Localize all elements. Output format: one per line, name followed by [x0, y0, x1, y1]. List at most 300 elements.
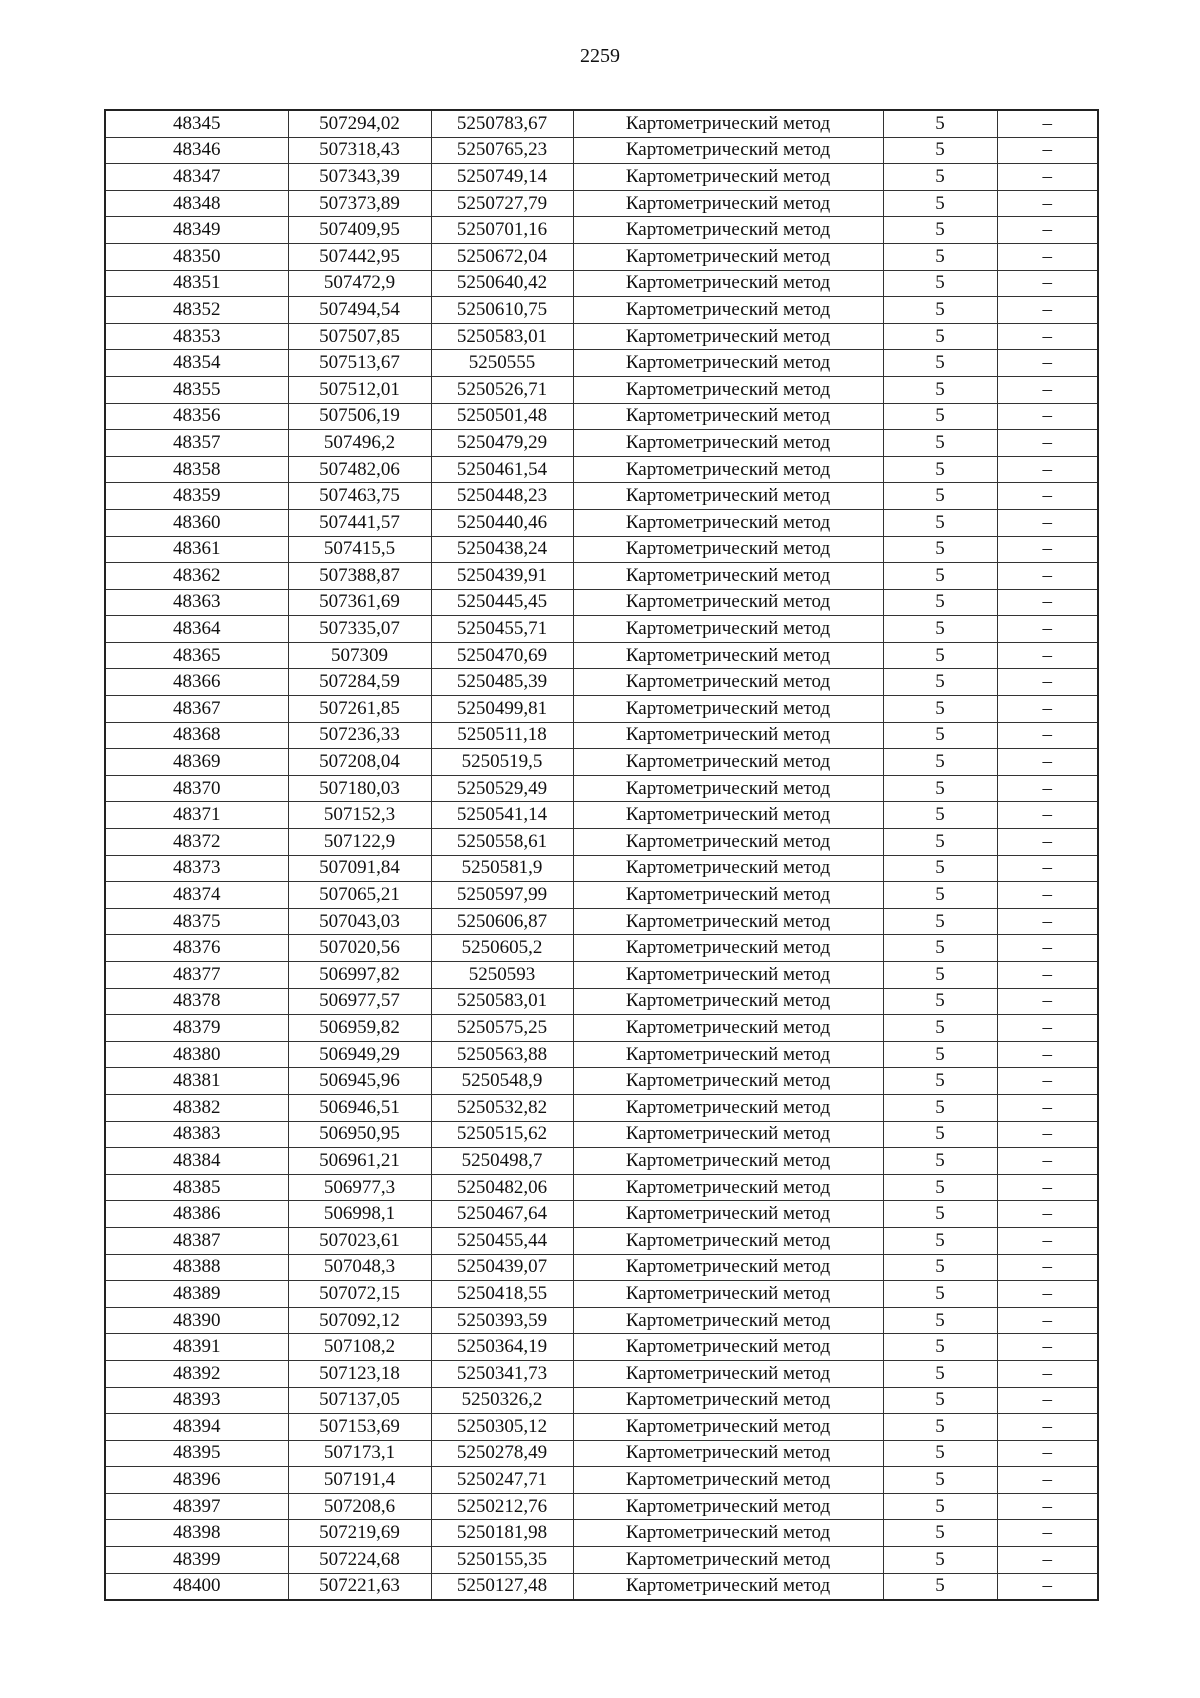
- table-row: [105, 137, 1098, 164]
- description-cell: –: [997, 1174, 1098, 1201]
- method-cell: Картометрический метод: [573, 1467, 883, 1494]
- accuracy-cell: 5: [883, 563, 997, 590]
- point-number-cell: 48399: [105, 1547, 288, 1574]
- description-cell: –: [997, 988, 1098, 1015]
- point-number-cell: 48385: [105, 1174, 288, 1201]
- table-row: [105, 563, 1098, 590]
- accuracy-cell: 5: [883, 669, 997, 696]
- x-coordinate-cell: 507442,95: [288, 243, 431, 270]
- accuracy-cell: 5: [883, 509, 997, 536]
- accuracy-cell: 5: [883, 1467, 997, 1494]
- y-coordinate-cell: 5250541,14: [431, 802, 573, 829]
- description-cell: –: [997, 1121, 1098, 1148]
- accuracy-cell: 5: [883, 1015, 997, 1042]
- y-coordinate-cell: 5250583,01: [431, 323, 573, 350]
- method-cell: Картометрический метод: [573, 1015, 883, 1042]
- accuracy-cell: 5: [883, 616, 997, 643]
- x-coordinate-cell: 507122,9: [288, 829, 431, 856]
- table-row: [105, 642, 1098, 669]
- table-row: [105, 829, 1098, 856]
- x-coordinate-cell: 507343,39: [288, 164, 431, 191]
- x-coordinate-cell: 507123,18: [288, 1360, 431, 1387]
- description-cell: –: [997, 882, 1098, 909]
- description-cell: –: [997, 430, 1098, 457]
- y-coordinate-cell: 5250640,42: [431, 270, 573, 297]
- accuracy-cell: 5: [883, 243, 997, 270]
- accuracy-cell: 5: [883, 1440, 997, 1467]
- method-cell: Картометрический метод: [573, 802, 883, 829]
- description-cell: –: [997, 1414, 1098, 1441]
- point-number-cell: 48388: [105, 1254, 288, 1281]
- y-coordinate-cell: 5250326,2: [431, 1387, 573, 1414]
- description-cell: –: [997, 1148, 1098, 1175]
- description-cell: –: [997, 563, 1098, 590]
- x-coordinate-cell: 507065,21: [288, 882, 431, 909]
- point-number-cell: 48377: [105, 962, 288, 989]
- accuracy-cell: 5: [883, 1254, 997, 1281]
- method-cell: Картометрический метод: [573, 1547, 883, 1574]
- point-number-cell: 48347: [105, 164, 288, 191]
- point-number-cell: 48357: [105, 430, 288, 457]
- table-row: [105, 1041, 1098, 1068]
- table-row: [105, 403, 1098, 430]
- x-coordinate-cell: 507092,12: [288, 1307, 431, 1334]
- y-coordinate-cell: 5250439,91: [431, 563, 573, 590]
- description-cell: –: [997, 1467, 1098, 1494]
- y-coordinate-cell: 5250701,16: [431, 217, 573, 244]
- description-cell: –: [997, 1573, 1098, 1600]
- description-cell: –: [997, 350, 1098, 377]
- page-number: 2259: [580, 45, 620, 67]
- x-coordinate-cell: 507463,75: [288, 483, 431, 510]
- description-cell: –: [997, 217, 1098, 244]
- accuracy-cell: 5: [883, 1334, 997, 1361]
- description-cell: –: [997, 855, 1098, 882]
- table-row: [105, 297, 1098, 324]
- description-cell: –: [997, 190, 1098, 217]
- y-coordinate-cell: 5250127,48: [431, 1573, 573, 1600]
- description-cell: –: [997, 1360, 1098, 1387]
- x-coordinate-cell: 507507,85: [288, 323, 431, 350]
- table-row: [105, 589, 1098, 616]
- description-cell: –: [997, 483, 1098, 510]
- method-cell: Картометрический метод: [573, 1360, 883, 1387]
- point-number-cell: 48356: [105, 403, 288, 430]
- table-row: [105, 217, 1098, 244]
- accuracy-cell: 5: [883, 882, 997, 909]
- point-number-cell: 48354: [105, 350, 288, 377]
- y-coordinate-cell: 5250501,48: [431, 403, 573, 430]
- table-row: [105, 696, 1098, 723]
- x-coordinate-cell: 507191,4: [288, 1467, 431, 1494]
- y-coordinate-cell: 5250448,23: [431, 483, 573, 510]
- table-row: [105, 749, 1098, 776]
- method-cell: Картометрический метод: [573, 829, 883, 856]
- table-row: [105, 1068, 1098, 1095]
- description-cell: –: [997, 775, 1098, 802]
- description-cell: –: [997, 696, 1098, 723]
- x-coordinate-cell: 507224,68: [288, 1547, 431, 1574]
- method-cell: Картометрический метод: [573, 1121, 883, 1148]
- point-number-cell: 48353: [105, 323, 288, 350]
- method-cell: Картометрический метод: [573, 137, 883, 164]
- y-coordinate-cell: 5250247,71: [431, 1467, 573, 1494]
- point-number-cell: 48382: [105, 1094, 288, 1121]
- description-cell: –: [997, 616, 1098, 643]
- method-cell: Картометрический метод: [573, 669, 883, 696]
- coordinates-table-body: [105, 110, 1098, 1600]
- accuracy-cell: 5: [883, 1520, 997, 1547]
- point-number-cell: 48365: [105, 642, 288, 669]
- table-row: [105, 908, 1098, 935]
- description-cell: –: [997, 164, 1098, 191]
- x-coordinate-cell: 507043,03: [288, 908, 431, 935]
- point-number-cell: 48346: [105, 137, 288, 164]
- x-coordinate-cell: 507388,87: [288, 563, 431, 590]
- point-number-cell: 48383: [105, 1121, 288, 1148]
- table-row: [105, 1573, 1098, 1600]
- x-coordinate-cell: 507494,54: [288, 297, 431, 324]
- x-coordinate-cell: 506998,1: [288, 1201, 431, 1228]
- point-number-cell: 48374: [105, 882, 288, 909]
- y-coordinate-cell: 5250519,5: [431, 749, 573, 776]
- method-cell: Картометрический метод: [573, 1094, 883, 1121]
- description-cell: –: [997, 722, 1098, 749]
- description-cell: –: [997, 589, 1098, 616]
- point-number-cell: 48386: [105, 1201, 288, 1228]
- x-coordinate-cell: 507506,19: [288, 403, 431, 430]
- description-cell: –: [997, 323, 1098, 350]
- accuracy-cell: 5: [883, 589, 997, 616]
- y-coordinate-cell: 5250605,2: [431, 935, 573, 962]
- table-row: [105, 1227, 1098, 1254]
- y-coordinate-cell: 5250155,35: [431, 1547, 573, 1574]
- method-cell: Картометрический метод: [573, 696, 883, 723]
- accuracy-cell: 5: [883, 376, 997, 403]
- point-number-cell: 48400: [105, 1573, 288, 1600]
- x-coordinate-cell: 506977,57: [288, 988, 431, 1015]
- method-cell: Картометрический метод: [573, 855, 883, 882]
- y-coordinate-cell: 5250212,76: [431, 1493, 573, 1520]
- y-coordinate-cell: 5250548,9: [431, 1068, 573, 1095]
- table-row: [105, 164, 1098, 191]
- description-cell: –: [997, 137, 1098, 164]
- accuracy-cell: 5: [883, 164, 997, 191]
- y-coordinate-cell: 5250438,24: [431, 536, 573, 563]
- point-number-cell: 48392: [105, 1360, 288, 1387]
- point-number-cell: 48378: [105, 988, 288, 1015]
- method-cell: Картометрический метод: [573, 297, 883, 324]
- x-coordinate-cell: 507496,2: [288, 430, 431, 457]
- y-coordinate-cell: 5250606,87: [431, 908, 573, 935]
- x-coordinate-cell: 507472,9: [288, 270, 431, 297]
- table-row: [105, 456, 1098, 483]
- point-number-cell: 48395: [105, 1440, 288, 1467]
- table-row: [105, 430, 1098, 457]
- accuracy-cell: 5: [883, 749, 997, 776]
- table-row: [105, 1307, 1098, 1334]
- accuracy-cell: 5: [883, 1201, 997, 1228]
- point-number-cell: 48394: [105, 1414, 288, 1441]
- y-coordinate-cell: 5250499,81: [431, 696, 573, 723]
- table-row: [105, 855, 1098, 882]
- x-coordinate-cell: 507221,63: [288, 1573, 431, 1600]
- accuracy-cell: 5: [883, 270, 997, 297]
- x-coordinate-cell: 507137,05: [288, 1387, 431, 1414]
- description-cell: –: [997, 802, 1098, 829]
- point-number-cell: 48372: [105, 829, 288, 856]
- x-coordinate-cell: 507441,57: [288, 509, 431, 536]
- accuracy-cell: 5: [883, 1227, 997, 1254]
- point-number-cell: 48366: [105, 669, 288, 696]
- method-cell: Картометрический метод: [573, 1041, 883, 1068]
- y-coordinate-cell: 5250765,23: [431, 137, 573, 164]
- point-number-cell: 48359: [105, 483, 288, 510]
- table-row: [105, 536, 1098, 563]
- method-cell: Картометрический метод: [573, 1148, 883, 1175]
- description-cell: –: [997, 1094, 1098, 1121]
- point-number-cell: 48387: [105, 1227, 288, 1254]
- point-number-cell: 48360: [105, 509, 288, 536]
- accuracy-cell: 5: [883, 1148, 997, 1175]
- accuracy-cell: 5: [883, 1281, 997, 1308]
- description-cell: –: [997, 1493, 1098, 1520]
- x-coordinate-cell: 507048,3: [288, 1254, 431, 1281]
- method-cell: Картометрический метод: [573, 536, 883, 563]
- table-row: [105, 1121, 1098, 1148]
- y-coordinate-cell: 5250393,59: [431, 1307, 573, 1334]
- method-cell: Картометрический метод: [573, 1334, 883, 1361]
- table-row: [105, 1467, 1098, 1494]
- y-coordinate-cell: 5250511,18: [431, 722, 573, 749]
- table-row: [105, 1174, 1098, 1201]
- x-coordinate-cell: 507361,69: [288, 589, 431, 616]
- description-cell: –: [997, 962, 1098, 989]
- point-number-cell: 48397: [105, 1493, 288, 1520]
- x-coordinate-cell: 507091,84: [288, 855, 431, 882]
- y-coordinate-cell: 5250593: [431, 962, 573, 989]
- accuracy-cell: 5: [883, 962, 997, 989]
- point-number-cell: 48373: [105, 855, 288, 882]
- table-row: [105, 882, 1098, 909]
- point-number-cell: 48389: [105, 1281, 288, 1308]
- point-number-cell: 48363: [105, 589, 288, 616]
- y-coordinate-cell: 5250515,62: [431, 1121, 573, 1148]
- point-number-cell: 48396: [105, 1467, 288, 1494]
- accuracy-cell: 5: [883, 1493, 997, 1520]
- table-row: [105, 1493, 1098, 1520]
- description-cell: –: [997, 403, 1098, 430]
- description-cell: –: [997, 1254, 1098, 1281]
- x-coordinate-cell: 507482,06: [288, 456, 431, 483]
- y-coordinate-cell: 5250485,39: [431, 669, 573, 696]
- table-row: [105, 1094, 1098, 1121]
- method-cell: Картометрический метод: [573, 1254, 883, 1281]
- description-cell: –: [997, 908, 1098, 935]
- x-coordinate-cell: 507108,2: [288, 1334, 431, 1361]
- accuracy-cell: 5: [883, 642, 997, 669]
- point-number-cell: 48361: [105, 536, 288, 563]
- accuracy-cell: 5: [883, 1414, 997, 1441]
- point-number-cell: 48358: [105, 456, 288, 483]
- table-row: [105, 1387, 1098, 1414]
- table-row: [105, 722, 1098, 749]
- table-row: [105, 935, 1098, 962]
- x-coordinate-cell: 506977,3: [288, 1174, 431, 1201]
- accuracy-cell: 5: [883, 1573, 997, 1600]
- table-row: [105, 1148, 1098, 1175]
- description-cell: –: [997, 1068, 1098, 1095]
- method-cell: Картометрический метод: [573, 642, 883, 669]
- y-coordinate-cell: 5250610,75: [431, 297, 573, 324]
- description-cell: –: [997, 1041, 1098, 1068]
- description-cell: –: [997, 1307, 1098, 1334]
- description-cell: –: [997, 1281, 1098, 1308]
- x-coordinate-cell: 507208,04: [288, 749, 431, 776]
- accuracy-cell: 5: [883, 536, 997, 563]
- method-cell: Картометрический метод: [573, 403, 883, 430]
- accuracy-cell: 5: [883, 110, 997, 137]
- method-cell: Картометрический метод: [573, 1414, 883, 1441]
- description-cell: –: [997, 1334, 1098, 1361]
- x-coordinate-cell: 506961,21: [288, 1148, 431, 1175]
- point-number-cell: 48362: [105, 563, 288, 590]
- point-number-cell: 48380: [105, 1041, 288, 1068]
- table-row: [105, 1414, 1098, 1441]
- table-row: [105, 1015, 1098, 1042]
- point-number-cell: 48352: [105, 297, 288, 324]
- table-row: [105, 243, 1098, 270]
- point-number-cell: 48375: [105, 908, 288, 935]
- y-coordinate-cell: 5250526,71: [431, 376, 573, 403]
- y-coordinate-cell: 5250467,64: [431, 1201, 573, 1228]
- method-cell: Картометрический метод: [573, 270, 883, 297]
- description-cell: –: [997, 642, 1098, 669]
- x-coordinate-cell: 507236,33: [288, 722, 431, 749]
- method-cell: Картометрический метод: [573, 243, 883, 270]
- point-number-cell: 48351: [105, 270, 288, 297]
- method-cell: Картометрический метод: [573, 988, 883, 1015]
- x-coordinate-cell: 507020,56: [288, 935, 431, 962]
- table-row: [105, 1201, 1098, 1228]
- table-row: [105, 1254, 1098, 1281]
- method-cell: Картометрический метод: [573, 110, 883, 137]
- accuracy-cell: 5: [883, 1068, 997, 1095]
- description-cell: –: [997, 1440, 1098, 1467]
- method-cell: Картометрический метод: [573, 1227, 883, 1254]
- point-number-cell: 48349: [105, 217, 288, 244]
- method-cell: Картометрический метод: [573, 430, 883, 457]
- x-coordinate-cell: 507512,01: [288, 376, 431, 403]
- accuracy-cell: 5: [883, 775, 997, 802]
- method-cell: Картометрический метод: [573, 908, 883, 935]
- description-cell: –: [997, 456, 1098, 483]
- x-coordinate-cell: 506949,29: [288, 1041, 431, 1068]
- table-row: [105, 1334, 1098, 1361]
- method-cell: Картометрический метод: [573, 589, 883, 616]
- method-cell: Картометрический метод: [573, 1493, 883, 1520]
- point-number-cell: 48364: [105, 616, 288, 643]
- x-coordinate-cell: 506950,95: [288, 1121, 431, 1148]
- accuracy-cell: 5: [883, 696, 997, 723]
- accuracy-cell: 5: [883, 1547, 997, 1574]
- y-coordinate-cell: 5250672,04: [431, 243, 573, 270]
- table-row: [105, 962, 1098, 989]
- x-coordinate-cell: 507409,95: [288, 217, 431, 244]
- table-row: [105, 483, 1098, 510]
- accuracy-cell: 5: [883, 1041, 997, 1068]
- description-cell: –: [997, 829, 1098, 856]
- accuracy-cell: 5: [883, 137, 997, 164]
- method-cell: Картометрический метод: [573, 350, 883, 377]
- y-coordinate-cell: 5250440,46: [431, 509, 573, 536]
- y-coordinate-cell: 5250783,67: [431, 110, 573, 137]
- description-cell: –: [997, 1227, 1098, 1254]
- x-coordinate-cell: 507513,67: [288, 350, 431, 377]
- description-cell: –: [997, 509, 1098, 536]
- accuracy-cell: 5: [883, 855, 997, 882]
- coordinates-table: [104, 109, 1099, 1601]
- table-row: [105, 1281, 1098, 1308]
- point-number-cell: 48398: [105, 1520, 288, 1547]
- y-coordinate-cell: 5250305,12: [431, 1414, 573, 1441]
- description-cell: –: [997, 669, 1098, 696]
- y-coordinate-cell: 5250597,99: [431, 882, 573, 909]
- method-cell: Картометрический метод: [573, 1520, 883, 1547]
- method-cell: Картометрический метод: [573, 483, 883, 510]
- point-number-cell: 48368: [105, 722, 288, 749]
- method-cell: Картометрический метод: [573, 1440, 883, 1467]
- method-cell: Картометрический метод: [573, 722, 883, 749]
- accuracy-cell: 5: [883, 802, 997, 829]
- y-coordinate-cell: 5250364,19: [431, 1334, 573, 1361]
- y-coordinate-cell: 5250532,82: [431, 1094, 573, 1121]
- description-cell: –: [997, 1015, 1098, 1042]
- point-number-cell: 48391: [105, 1334, 288, 1361]
- accuracy-cell: 5: [883, 1121, 997, 1148]
- point-number-cell: 48381: [105, 1068, 288, 1095]
- description-cell: –: [997, 110, 1098, 137]
- table-row: [105, 509, 1098, 536]
- method-cell: Картометрический метод: [573, 1174, 883, 1201]
- method-cell: Картометрический метод: [573, 323, 883, 350]
- description-cell: –: [997, 243, 1098, 270]
- accuracy-cell: 5: [883, 722, 997, 749]
- description-cell: –: [997, 376, 1098, 403]
- accuracy-cell: 5: [883, 829, 997, 856]
- point-number-cell: 48369: [105, 749, 288, 776]
- x-coordinate-cell: 506946,51: [288, 1094, 431, 1121]
- y-coordinate-cell: 5250529,49: [431, 775, 573, 802]
- accuracy-cell: 5: [883, 1307, 997, 1334]
- accuracy-cell: 5: [883, 217, 997, 244]
- x-coordinate-cell: 507208,6: [288, 1493, 431, 1520]
- x-coordinate-cell: 507152,3: [288, 802, 431, 829]
- y-coordinate-cell: 5250181,98: [431, 1520, 573, 1547]
- method-cell: Картометрический метод: [573, 1068, 883, 1095]
- x-coordinate-cell: 507415,5: [288, 536, 431, 563]
- description-cell: –: [997, 1387, 1098, 1414]
- accuracy-cell: 5: [883, 1174, 997, 1201]
- method-cell: Картометрический метод: [573, 1573, 883, 1600]
- description-cell: –: [997, 1547, 1098, 1574]
- point-number-cell: 48379: [105, 1015, 288, 1042]
- y-coordinate-cell: 5250341,73: [431, 1360, 573, 1387]
- point-number-cell: 48345: [105, 110, 288, 137]
- table-row: [105, 1520, 1098, 1547]
- method-cell: Картометрический метод: [573, 616, 883, 643]
- y-coordinate-cell: 5250479,29: [431, 430, 573, 457]
